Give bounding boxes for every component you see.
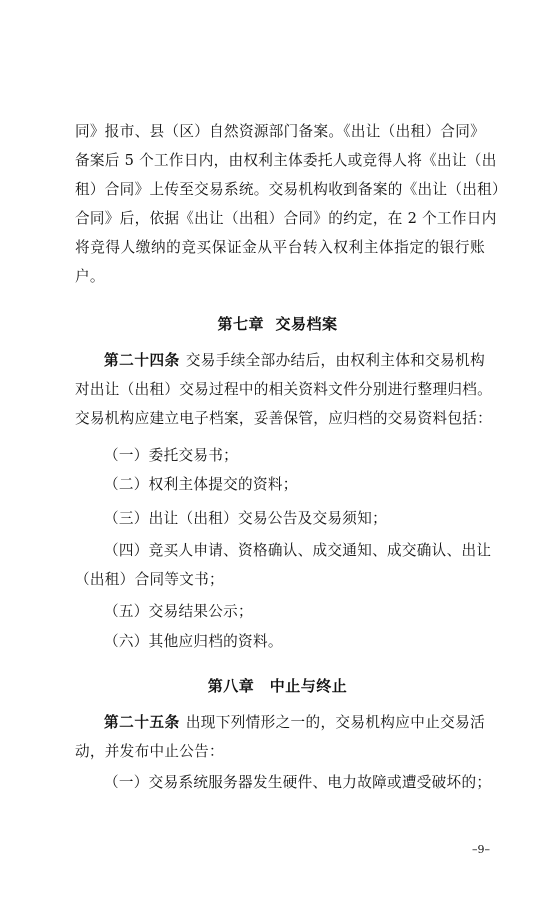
paragraph-line: 将竞得人缴纳的竞买保证金从平台转入权利主体指定的银行账 [75,239,485,256]
list-item: （一）交易系统服务器发生硬件、电力故障或遭受破坏的； [104,774,492,791]
paragraph-line: 动，并发布中止公告： [75,743,224,760]
paragraph-line: 备案后 5 个工作日内，由权利主体委托人或竞得人将《出让（出 [75,152,497,169]
paragraph-line: 同》报市、县（区）自然资源部门备案。《出让（出租）合同》 [75,123,485,140]
list-item: （二）权利主体提交的资料； [104,476,298,493]
list-item-continuation: （出租）合同等文书； [75,571,224,588]
list-item: （三）出让（出租）交易公告及交易须知； [104,510,387,527]
chapter-heading: 第七章 交易档案 [217,315,338,333]
paragraph-line: 租）合同》上传至交易系统。交易机构收到备案的《出让（出租） [75,181,507,198]
article-first-line [104,712,485,734]
article-first-line [104,350,485,372]
article-label: 第二十四条 [104,352,180,369]
article-text: 交易手续全部办结后，由权利主体和交易机构 [185,352,485,369]
list-item: （四）竞买人申请、资格确认、成交通知、成交确认、出让 [104,542,492,559]
list-item: （六）其他应归档的资料。 [104,633,283,650]
chapter-heading: 第八章 中止与终止 [207,677,348,695]
paragraph-line: 对出让（出租）交易过程中的相关资料文件分别进行整理归档。 [75,381,493,398]
list-item: （五）交易结果公示； [104,603,253,620]
paragraph-line: 合同》后，依据《出让（出租）合同》的约定，在 2 个工作日内 [75,210,497,227]
paragraph-line: 交易机构应建立电子档案，妥善保管，应归档的交易资料包括： [75,410,493,427]
article-label: 第二十五条 [104,714,180,731]
page-number: –9– [472,843,490,856]
article-text: 出现下列情形之一的，交易机构应中止交易活 [185,714,485,731]
list-item: （一）委托交易书； [104,447,239,464]
paragraph-line: 户。 [75,268,105,285]
